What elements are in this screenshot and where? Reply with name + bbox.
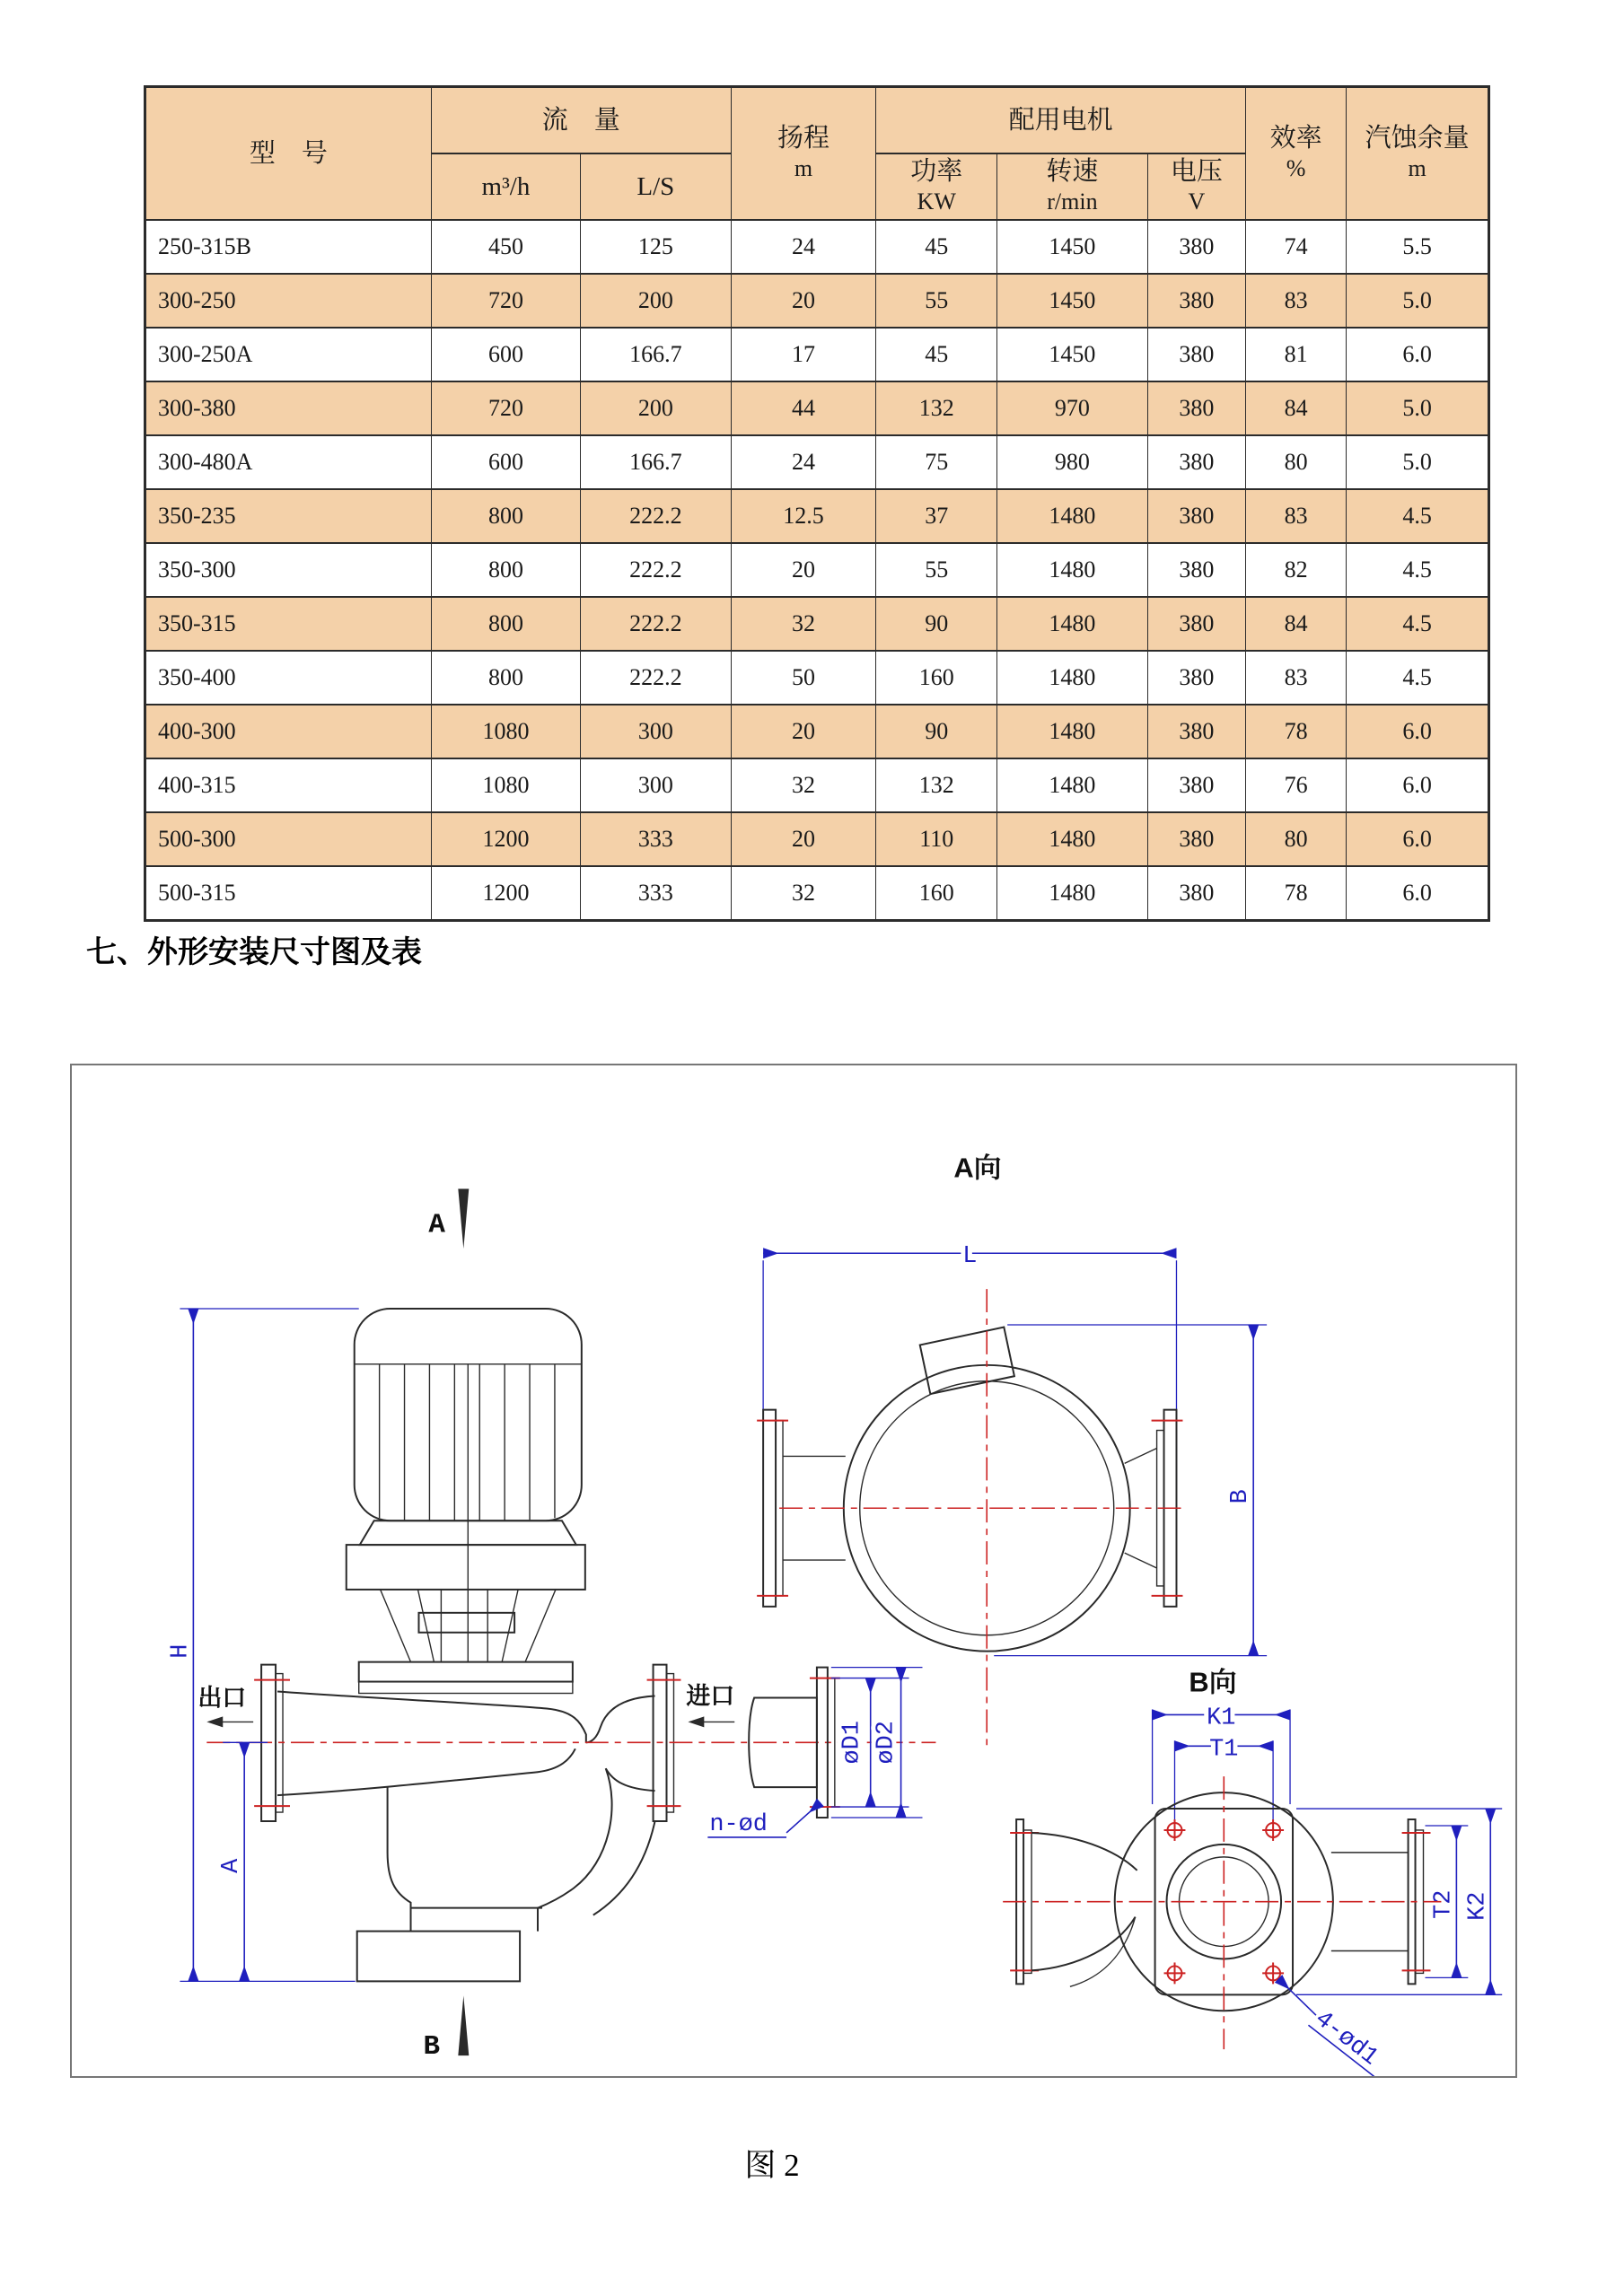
table-cell: 250-315B [145, 220, 432, 274]
table-cell: 1200 [431, 812, 580, 866]
table-cell: 4.5 [1347, 543, 1489, 597]
table-cell: 84 [1246, 597, 1347, 651]
flange-detail [707, 1668, 922, 1838]
table-cell: 20 [731, 274, 876, 328]
table-cell: 75 [876, 435, 997, 489]
table-cell: 800 [431, 597, 580, 651]
header-speed: 转速 r/min [997, 153, 1148, 220]
dimension-diagram [70, 1064, 1517, 2078]
plate-bolt-note [1278, 1978, 1391, 2076]
table-cell: 300 [581, 705, 732, 758]
table-cell: 350-300 [145, 543, 432, 597]
table-cell: 380 [1147, 328, 1245, 381]
table-cell: 83 [1246, 651, 1347, 705]
table-row [145, 435, 1489, 489]
svg-text:4-ød1: 4-ød1 [1309, 2005, 1383, 2072]
table-row [145, 812, 1489, 866]
table-cell: 6.0 [1347, 705, 1489, 758]
dim-h [167, 1309, 358, 1981]
table-cell: 1480 [997, 489, 1148, 543]
table-cell: 84 [1246, 381, 1347, 435]
a-view [757, 1152, 1267, 1750]
spec-table-body [145, 220, 1489, 921]
table-cell: 83 [1246, 274, 1347, 328]
table-cell: 300-480A [145, 435, 432, 489]
header-efficiency: 效率 % [1246, 87, 1347, 221]
table-cell: 300 [581, 758, 732, 812]
table-row [145, 274, 1489, 328]
table-cell: 380 [1147, 597, 1245, 651]
table-cell: 20 [731, 812, 876, 866]
table-cell: 980 [997, 435, 1148, 489]
table-cell: 55 [876, 274, 997, 328]
table-cell: 600 [431, 435, 580, 489]
table-cell: 17 [731, 328, 876, 381]
junction-box [920, 1328, 1014, 1394]
table-cell: 1450 [997, 220, 1148, 274]
coupling [418, 1613, 514, 1633]
table-cell: 166.7 [581, 435, 732, 489]
dim-b [994, 1325, 1267, 1656]
b-view [1003, 1667, 1502, 2076]
table-cell: 24 [731, 435, 876, 489]
table-cell: 720 [431, 381, 580, 435]
header-motor-group: 配用电机 [876, 87, 1246, 154]
table-cell: 32 [731, 758, 876, 812]
header-flow-ls: L/S [581, 153, 732, 220]
svg-text:øD2: øD2 [873, 1721, 900, 1765]
table-cell: 44 [731, 381, 876, 435]
table-cell: 600 [431, 328, 580, 381]
dim-l [763, 1243, 1176, 1485]
svg-text:K2: K2 [1464, 1891, 1492, 1921]
svg-text:T1: T1 [1209, 1736, 1239, 1764]
table-cell: 380 [1147, 489, 1245, 543]
table-cell: 90 [876, 705, 997, 758]
header-head: 扬程 m [731, 87, 876, 221]
table-row [145, 381, 1489, 435]
table-cell: 800 [431, 489, 580, 543]
table-row [145, 220, 1489, 274]
motor-stand [347, 1545, 585, 1590]
table-cell: 5.0 [1347, 381, 1489, 435]
table-cell: 32 [731, 866, 876, 921]
table-cell: 50 [731, 651, 876, 705]
table-row [145, 489, 1489, 543]
a-view-title: A向 [953, 1152, 1002, 1184]
table-cell: 720 [431, 274, 580, 328]
table-cell: 6.0 [1347, 812, 1489, 866]
table-cell: 32 [731, 597, 876, 651]
table-cell: 400-300 [145, 705, 432, 758]
direction-b-label: B [423, 2031, 440, 2064]
table-cell: 500-315 [145, 866, 432, 921]
table-cell: 350-235 [145, 489, 432, 543]
table-cell: 200 [581, 381, 732, 435]
table-cell: 125 [581, 220, 732, 274]
table-cell: 20 [731, 543, 876, 597]
table-cell: 222.2 [581, 651, 732, 705]
table-cell: 6.0 [1347, 758, 1489, 812]
table-cell: 4.5 [1347, 489, 1489, 543]
inlet-label: 进口 [686, 1682, 735, 1710]
table-row [145, 705, 1489, 758]
table-cell: 333 [581, 866, 732, 921]
dim-a [218, 1742, 268, 1981]
table-cell: 1480 [997, 758, 1148, 812]
b-view-title: B向 [1189, 1666, 1237, 1698]
outlet-arrow-icon [206, 1716, 253, 1727]
svg-text:øD1: øD1 [838, 1721, 866, 1765]
header-flow-group: 流 量 [431, 87, 731, 154]
table-cell: 200 [581, 274, 732, 328]
table-row [145, 543, 1489, 597]
table-cell: 132 [876, 758, 997, 812]
header-npsh: 汽蚀余量 m [1347, 87, 1489, 221]
table-cell: 55 [876, 543, 997, 597]
table-row [145, 651, 1489, 705]
table-cell: 450 [431, 220, 580, 274]
pump-base [357, 1932, 520, 1982]
b-view-left-flange [1010, 1819, 1137, 1986]
table-cell: 1080 [431, 705, 580, 758]
table-cell: 81 [1246, 328, 1347, 381]
outlet-label: 出口 [198, 1684, 247, 1712]
table-cell: 90 [876, 597, 997, 651]
table-cell: 20 [731, 705, 876, 758]
svg-text:A: A [218, 1858, 246, 1873]
table-cell: 37 [876, 489, 997, 543]
header-power: 功率 KW [876, 153, 997, 220]
pump-drawing-svg [72, 1065, 1515, 2076]
table-cell: 970 [997, 381, 1148, 435]
direction-a-arrow-icon [458, 1189, 469, 1249]
table-cell: 800 [431, 651, 580, 705]
svg-text:K1: K1 [1207, 1704, 1236, 1732]
table-cell: 1480 [997, 651, 1148, 705]
table-cell: 6.0 [1347, 866, 1489, 921]
table-cell: 1480 [997, 543, 1148, 597]
table-row [145, 758, 1489, 812]
table-cell: 80 [1246, 435, 1347, 489]
table-cell: 6.0 [1347, 328, 1489, 381]
table-cell: 1480 [997, 866, 1148, 921]
table-cell: 74 [1246, 220, 1347, 274]
table-cell: 300-250A [145, 328, 432, 381]
table-row [145, 597, 1489, 651]
section-heading: 七、外形安装尺寸图及表 [86, 935, 422, 969]
table-cell: 380 [1147, 274, 1245, 328]
direction-a-label: A [428, 1209, 445, 1241]
table-cell: 5.5 [1347, 220, 1489, 274]
table-cell: 222.2 [581, 489, 732, 543]
table-cell: 333 [581, 812, 732, 866]
table-cell: 380 [1147, 381, 1245, 435]
header-model: 型 号 [145, 87, 432, 221]
table-cell: 45 [876, 328, 997, 381]
table-cell: 500-300 [145, 812, 432, 866]
table-cell: 380 [1147, 866, 1245, 921]
pump-top-plate [359, 1662, 573, 1682]
table-cell: 83 [1246, 489, 1347, 543]
table-cell: 1200 [431, 866, 580, 921]
figure-caption: 图 2 [744, 2148, 800, 2183]
svg-text:L: L [962, 1243, 978, 1271]
svg-text:H: H [167, 1643, 195, 1659]
table-cell: 166.7 [581, 328, 732, 381]
shaft-column [441, 1590, 487, 1662]
table-cell: 800 [431, 543, 580, 597]
table-cell: 4.5 [1347, 597, 1489, 651]
volute-outline [277, 1692, 655, 1932]
front-view [167, 1189, 935, 2064]
svg-text:n-ød: n-ød [709, 1810, 768, 1838]
table-cell: 110 [876, 812, 997, 866]
table-cell: 5.0 [1347, 435, 1489, 489]
table-cell: 76 [1246, 758, 1347, 812]
table-cell: 380 [1147, 758, 1245, 812]
table-cell: 1480 [997, 597, 1148, 651]
spec-table-header [145, 87, 1489, 221]
table-row [145, 866, 1489, 921]
pump-spec-table [144, 85, 1490, 922]
table-cell: 380 [1147, 705, 1245, 758]
header-flow-m3h: m³/h [431, 153, 580, 220]
table-cell: 350-315 [145, 597, 432, 651]
svg-text:T2: T2 [1430, 1889, 1458, 1919]
table-cell: 5.0 [1347, 274, 1489, 328]
table-cell: 350-400 [145, 651, 432, 705]
table-cell: 45 [876, 220, 997, 274]
table-cell: 78 [1246, 866, 1347, 921]
spec-table [144, 85, 1490, 922]
table-cell: 24 [731, 220, 876, 274]
table-cell: 82 [1246, 543, 1347, 597]
table-cell: 78 [1246, 705, 1347, 758]
table-cell: 380 [1147, 812, 1245, 866]
table-cell: 400-315 [145, 758, 432, 812]
direction-b-arrow-icon [458, 1995, 469, 2055]
svg-text:B: B [1227, 1489, 1255, 1504]
table-cell: 1450 [997, 274, 1148, 328]
table-cell: 1450 [997, 328, 1148, 381]
table-cell: 380 [1147, 543, 1245, 597]
table-cell: 222.2 [581, 543, 732, 597]
table-cell: 1480 [997, 705, 1148, 758]
table-cell: 1480 [997, 812, 1148, 866]
table-cell: 1080 [431, 758, 580, 812]
table-cell: 132 [876, 381, 997, 435]
table-cell: 380 [1147, 220, 1245, 274]
table-cell: 80 [1246, 812, 1347, 866]
motor-fins [380, 1364, 555, 1520]
table-cell: 300-250 [145, 274, 432, 328]
table-cell: 222.2 [581, 597, 732, 651]
table-cell: 160 [876, 866, 997, 921]
table-row [145, 328, 1489, 381]
inlet-arrow-icon [688, 1716, 734, 1727]
table-cell: 4.5 [1347, 651, 1489, 705]
header-voltage: 电压 V [1147, 153, 1245, 220]
table-cell: 380 [1147, 651, 1245, 705]
table-cell: 380 [1147, 435, 1245, 489]
bolt-note [707, 1802, 821, 1838]
table-cell: 160 [876, 651, 997, 705]
table-cell: 300-380 [145, 381, 432, 435]
table-cell: 12.5 [731, 489, 876, 543]
